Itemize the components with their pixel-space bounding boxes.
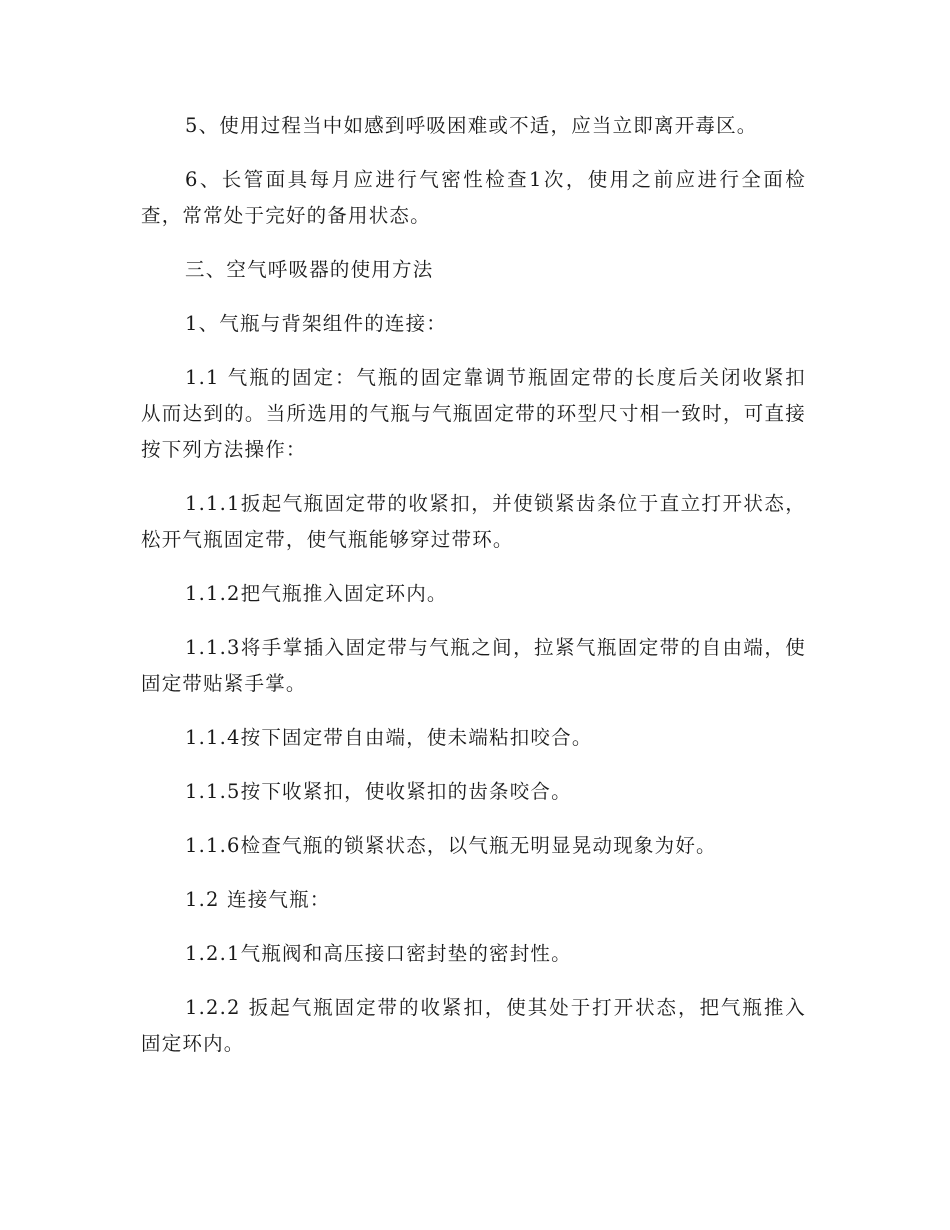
section-heading: 三、空气呼吸器的使用方法	[185, 258, 434, 281]
paragraph: 6、长管面具每月应进行气密性检查1次，使用之前应进行全面检查，常常处于完好的备用状态。	[141, 168, 806, 227]
paragraph: 5、使用过程当中如感到呼吸困难或不适，应当立即离开毒区。	[185, 114, 758, 137]
paragraph: 1.1.1扳起气瓶固定带的收紧扣，并使锁紧齿条位于直立打开状态，松开气瓶固定带，使气瓶能够穿过带环。	[141, 492, 806, 551]
paragraph: 1.2.1气瓶阀和高压接口密封垫的密封性。	[185, 942, 572, 965]
paragraph: 1.1 气瓶的固定：气瓶的固定靠调节瓶固定带的长度后关闭收紧扣从而达到的。当所选用的气瓶与气瓶固定带的环型尺寸相一致时，可直接按下列方法操作：	[141, 366, 806, 461]
paragraph: 1.1.3将手掌插入固定带与气瓶之间，拉紧气瓶固定带的自由端，使固定带贴紧手掌。	[141, 636, 806, 695]
document-body	[141, 108, 806, 1080]
paragraph: 1.1.6检查气瓶的锁紧状态，以气瓶无明显晃动现象为好。	[185, 834, 717, 857]
paragraph: 1.2 连接气瓶：	[185, 888, 331, 911]
paragraph: 1.2.2 扳起气瓶固定带的收紧扣，使其处于打开状态，把气瓶推入固定环内。	[141, 996, 806, 1055]
paragraph: 1.1.5按下收紧扣，使收紧扣的齿条咬合。	[185, 780, 572, 803]
paragraph: 1、气瓶与背架组件的连接：	[185, 312, 448, 335]
paragraph: 1.1.2把气瓶推入固定环内。	[185, 582, 448, 605]
paragraph: 1.1.4按下固定带自由端，使未端粘扣咬合。	[185, 726, 593, 749]
